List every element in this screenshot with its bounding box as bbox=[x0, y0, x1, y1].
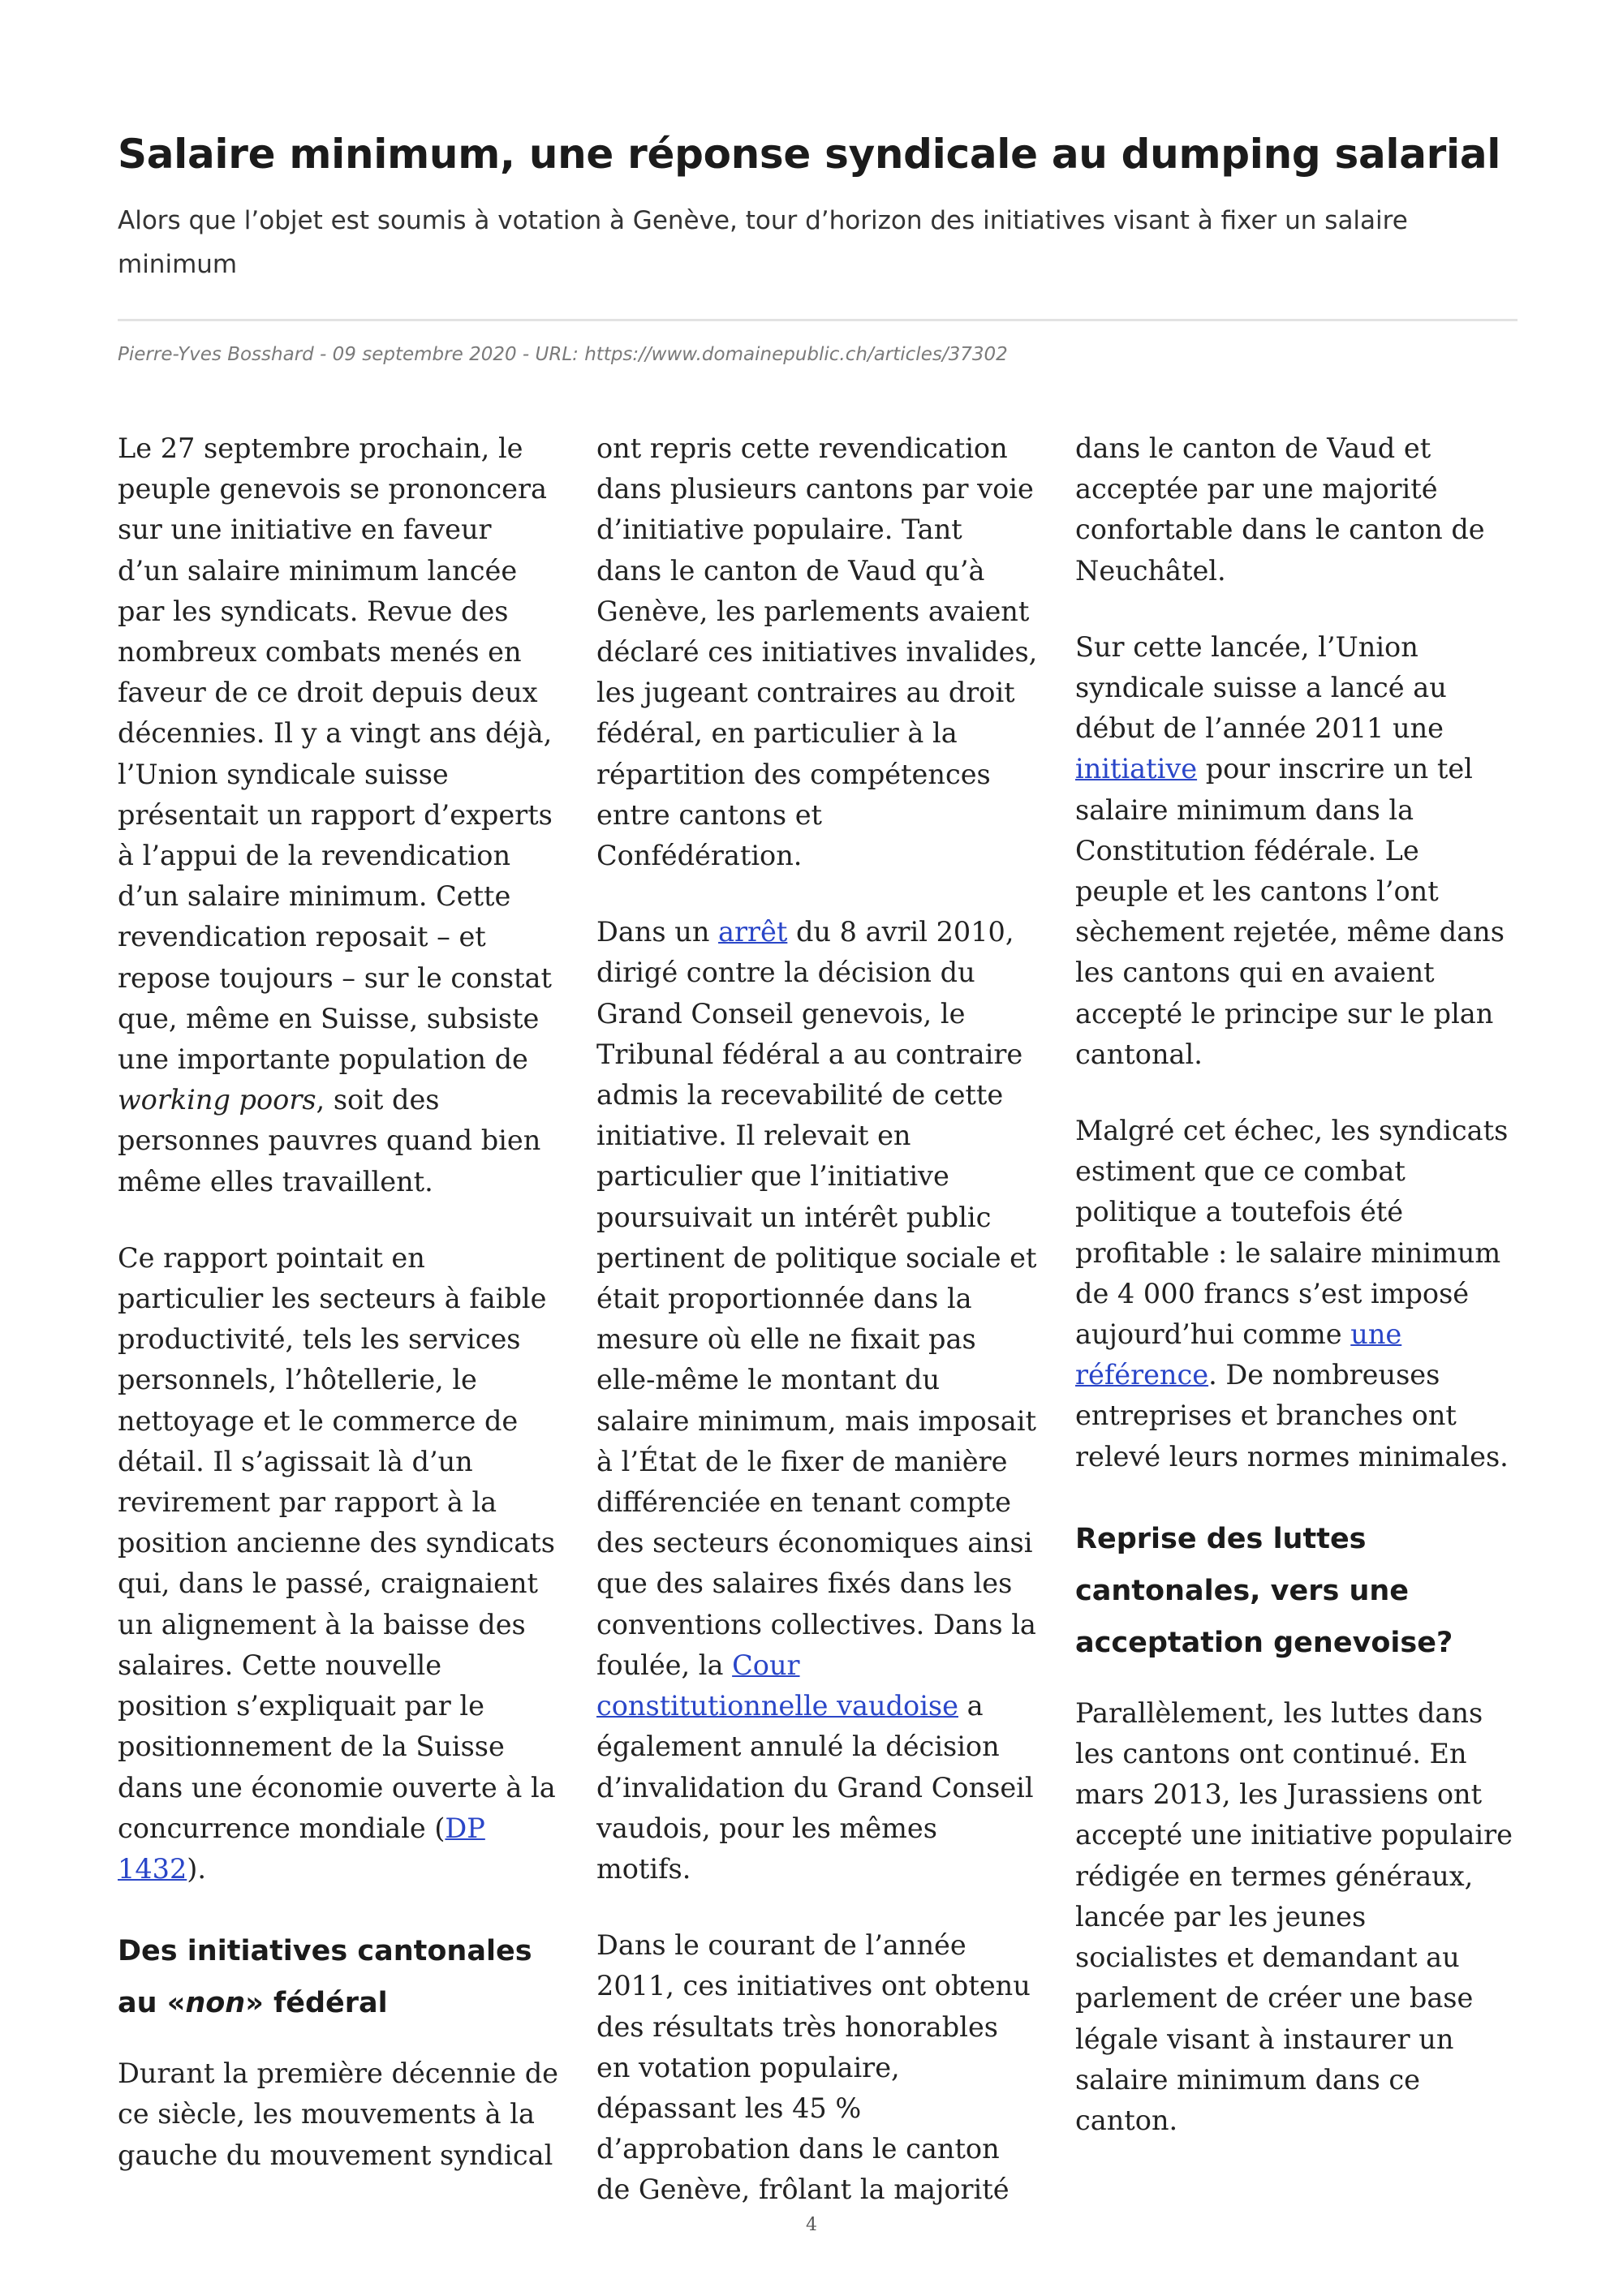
text-line: de 4 000 francs s’est imposé bbox=[1075, 1277, 1470, 1309]
inline-text: Dans un bbox=[596, 916, 719, 948]
text-line: d’un salaire minimum. Cette bbox=[118, 880, 511, 913]
text-line: détail. Il s’agissait là d’un bbox=[118, 1445, 473, 1477]
text-line: décennies. Il y a vingt ans déjà, bbox=[118, 717, 553, 750]
text-line: par les syndicats. Revue des bbox=[118, 595, 509, 627]
text-line: dans plusieurs cantons par voie bbox=[596, 473, 1034, 505]
text-line: parlement de créer une base bbox=[1075, 1982, 1474, 2014]
text-line bbox=[1075, 1314, 1526, 1355]
text-line: particulier les secteurs à faible bbox=[118, 1283, 547, 1315]
text-line: à l’appui de la revendication bbox=[118, 840, 511, 872]
text-line: Genève, les parlements avaient bbox=[596, 595, 1030, 627]
article-meta: Pierre-Yves Bosshard - 09 septembre 2020 - URL: https://www.domainepublic.ch/articles/37302 bbox=[118, 344, 1008, 365]
text-line: entre cantons et bbox=[596, 798, 822, 831]
text-line bbox=[118, 1849, 569, 1890]
inline-text: » fédéral bbox=[245, 1987, 388, 2020]
page-number: 4 bbox=[806, 2215, 817, 2235]
text-line: poursuivait un intérêt public bbox=[596, 1201, 992, 1233]
text-line: confortable dans le canton de bbox=[1075, 514, 1485, 546]
text-line: les cantons qui en avaient bbox=[1075, 957, 1435, 989]
text-line: rédigée en termes généraux, bbox=[1075, 1860, 1474, 1892]
text-line: personnes pauvres quand bien bbox=[118, 1124, 541, 1157]
paragraph bbox=[1075, 428, 1526, 591]
paragraph bbox=[118, 1238, 569, 1890]
text-line: répartition des compétences bbox=[596, 758, 991, 790]
paragraph bbox=[596, 1925, 1048, 2210]
text-line: revendication reposait – et bbox=[118, 921, 486, 953]
text-line: profitable : le salaire minimum bbox=[1075, 1236, 1501, 1269]
text-line: 2011, ces initiatives ont obtenu bbox=[596, 1970, 1031, 2002]
text-line: admis la recevabilité de cette bbox=[596, 1079, 1004, 1111]
text-line bbox=[1075, 1355, 1526, 1395]
inline-text: pour inscrire un tel bbox=[1197, 753, 1473, 785]
text-line: nettoyage et le commerce de bbox=[118, 1404, 519, 1437]
text-line: mesure où elle ne fixait pas bbox=[596, 1323, 976, 1356]
text-line: même elles travaillent. bbox=[118, 1165, 433, 1197]
paragraph bbox=[596, 912, 1048, 1890]
text-line: pertinent de politique sociale et bbox=[596, 1241, 1037, 1274]
text-line: les cantons ont continué. En bbox=[1075, 1738, 1467, 1770]
text-line: salaires. Cette nouvelle bbox=[118, 1649, 442, 1681]
text-line: accepté le principe sur le plan bbox=[1075, 997, 1494, 1030]
text-line: Grand Conseil genevois, le bbox=[596, 997, 966, 1030]
link-une-reference[interactable]: une bbox=[1350, 1318, 1402, 1351]
text-line bbox=[596, 1645, 1048, 1686]
text-line: productivité, tels les services bbox=[118, 1323, 521, 1356]
paragraph bbox=[118, 428, 569, 1202]
text-line: vaudois, pour les mêmes bbox=[596, 1812, 937, 1844]
inline-text: concurrence mondiale ( bbox=[118, 1812, 446, 1844]
inline-text: . De nombreuses bbox=[1208, 1359, 1440, 1391]
text-line: Dans le courant de l’année bbox=[596, 1929, 966, 1962]
text-column-3 bbox=[1075, 428, 1526, 2177]
text-line: Parallèlement, les luttes dans bbox=[1075, 1696, 1483, 1729]
text-line: en votation populaire, bbox=[596, 2051, 900, 2083]
text-line: qui, dans le passé, craignaient bbox=[118, 1567, 539, 1600]
inline-text: foulée, la bbox=[596, 1649, 733, 1681]
text-line: mars 2013, les Jurassiens ont bbox=[1075, 1778, 1483, 1811]
article-title: Salaire minimum, une réponse syndicale au dumping salarial bbox=[118, 131, 1501, 178]
text-line: Le 27 septembre prochain, le bbox=[118, 432, 523, 464]
text-line: salaire minimum dans la bbox=[1075, 793, 1414, 826]
text-line: dirigé contre la décision du bbox=[596, 957, 975, 989]
text-line: entreprises et branches ont bbox=[1075, 1400, 1457, 1432]
section-heading bbox=[118, 1925, 569, 2029]
text-line: ce siècle, les mouvements à la bbox=[118, 2098, 535, 2130]
paragraph bbox=[1075, 627, 1526, 1075]
text-line: que des salaires fixés dans les bbox=[596, 1567, 1013, 1600]
heading-line bbox=[118, 1977, 569, 2029]
text-line: salaire minimum, mais imposait bbox=[596, 1404, 1036, 1437]
text-line: politique a toutefois été bbox=[1075, 1196, 1404, 1228]
text-line: Ce rapport pointait en bbox=[118, 1241, 425, 1274]
italic-term: working poors bbox=[118, 1084, 316, 1116]
text-column-1 bbox=[118, 428, 569, 2212]
text-line: syndicale suisse a lancé au bbox=[1075, 672, 1447, 704]
text-line: d’approbation dans le canton bbox=[596, 2133, 1000, 2165]
text-line: déclaré ces initiatives invalides, bbox=[596, 636, 1038, 669]
text-line bbox=[596, 912, 1048, 952]
text-line: nombreux combats menés en bbox=[118, 636, 522, 669]
text-line: fédéral, en particulier à la bbox=[596, 717, 958, 750]
text-line: légale visant à instaurer un bbox=[1075, 2023, 1454, 2055]
text-line: peuple et les cantons l’ont bbox=[1075, 875, 1439, 908]
text-line: Tribunal fédéral a au contraire bbox=[596, 1038, 1023, 1070]
text-line: gauche du mouvement syndical bbox=[118, 2139, 553, 2171]
header-divider bbox=[118, 319, 1518, 321]
text-line: des secteurs économiques ainsi bbox=[596, 1527, 1033, 1559]
link-cour-constitutionnelle[interactable]: Cour bbox=[732, 1649, 800, 1681]
text-line: dans le canton de Vaud et bbox=[1075, 432, 1431, 464]
text-line bbox=[1075, 749, 1526, 789]
text-line: lancée par les jeunes bbox=[1075, 1900, 1367, 1933]
link-dp-1432[interactable]: DP bbox=[445, 1812, 485, 1844]
text-line: salaire minimum dans ce bbox=[1075, 2063, 1420, 2096]
text-line: sèchement rejetée, même dans bbox=[1075, 916, 1505, 948]
link-dp-1432[interactable]: 1432 bbox=[118, 1852, 187, 1885]
text-line: position ancienne des syndicats bbox=[118, 1527, 555, 1559]
heading-line: Des initiatives cantonales bbox=[118, 1935, 532, 1968]
text-line: dans une économie ouverte à la bbox=[118, 1771, 556, 1804]
section-heading bbox=[1075, 1513, 1526, 1669]
text-line: acceptée par une majorité bbox=[1075, 473, 1438, 505]
inline-text: ). bbox=[187, 1852, 206, 1885]
text-line: Sur cette lancée, l’Union bbox=[1075, 630, 1419, 663]
text-line: d’un salaire minimum lancée bbox=[118, 554, 518, 587]
text-line: position s’expliquait par le bbox=[118, 1690, 484, 1722]
text-line: personnels, l’hôtellerie, le bbox=[118, 1364, 477, 1396]
text-line: présentait un rapport d’experts bbox=[118, 798, 553, 831]
inline-text: a bbox=[958, 1690, 984, 1722]
text-column-2 bbox=[596, 428, 1048, 2247]
text-line: était proportionnée dans la bbox=[596, 1283, 972, 1315]
text-line: socialistes et demandant au bbox=[1075, 1941, 1460, 1974]
text-line: faveur de ce droit depuis deux bbox=[118, 677, 538, 709]
inline-text: , soit des bbox=[316, 1084, 440, 1116]
text-line: d’initiative populaire. Tant bbox=[596, 514, 962, 546]
text-line: repose toujours – sur le constat bbox=[118, 961, 552, 994]
text-line: des résultats très honorables bbox=[596, 2010, 998, 2043]
text-line: dans le canton de Vaud qu’à bbox=[596, 554, 985, 587]
link-cour-constitutionnelle[interactable]: constitutionnelle vaudoise bbox=[596, 1690, 958, 1722]
italic-term: non bbox=[185, 1987, 246, 2020]
text-line: Malgré cet échec, les syndicats bbox=[1075, 1115, 1509, 1147]
text-line: peuple genevois se prononcera bbox=[118, 473, 547, 505]
heading-line: Reprise des luttes bbox=[1075, 1522, 1367, 1555]
paragraph bbox=[118, 2053, 569, 2176]
link-arret[interactable]: arrêt bbox=[718, 916, 788, 948]
text-line: ont repris cette revendication bbox=[596, 432, 1008, 464]
text-line: positionnement de la Suisse bbox=[118, 1731, 505, 1763]
text-line bbox=[118, 1080, 569, 1120]
text-line: canton. bbox=[1075, 2104, 1178, 2136]
text-line: que, même en Suisse, subsiste bbox=[118, 1002, 540, 1034]
text-line: les jugeant contraires au droit bbox=[596, 677, 1015, 709]
text-line: Neuchâtel. bbox=[1075, 554, 1226, 587]
text-line bbox=[118, 1808, 569, 1849]
link-une-reference[interactable]: référence bbox=[1075, 1359, 1209, 1391]
text-line: début de l’année 2011 une bbox=[1075, 712, 1444, 745]
text-line: cantonal. bbox=[1075, 1038, 1203, 1070]
paragraph bbox=[1075, 1111, 1526, 1477]
text-line bbox=[596, 1686, 1048, 1726]
article-subtitle: Alors que l’objet est soumis à votation à Genève, tour d’horizon des initiatives visant à fixer un salaire minimum bbox=[118, 206, 1408, 279]
heading-line: acceptation genevoise? bbox=[1075, 1626, 1453, 1659]
paragraph bbox=[1075, 1693, 1526, 2141]
text-line: conventions collectives. Dans la bbox=[596, 1608, 1036, 1640]
text-line: elle-même le montant du bbox=[596, 1364, 941, 1396]
inline-text: au « bbox=[118, 1987, 186, 2020]
text-line: Constitution fédérale. Le bbox=[1075, 834, 1419, 866]
text-line: particulier que l’initiative bbox=[596, 1160, 949, 1193]
heading-line: cantonales, vers une bbox=[1075, 1574, 1410, 1607]
text-line: sur une initiative en faveur bbox=[118, 514, 492, 546]
text-line: accepté une initiative populaire bbox=[1075, 1819, 1513, 1851]
text-line: de Genève, frôlant la majorité bbox=[596, 2173, 1010, 2206]
text-line: d’invalidation du Grand Conseil bbox=[596, 1771, 1034, 1804]
paragraph bbox=[596, 428, 1048, 876]
text-line: différenciée en tenant compte bbox=[596, 1486, 1011, 1519]
text-line: estiment que ce combat bbox=[1075, 1155, 1406, 1188]
inline-text: aujourd’hui comme bbox=[1075, 1318, 1351, 1351]
text-line: une importante population de bbox=[118, 1043, 528, 1076]
link-initiative[interactable]: initiative bbox=[1075, 753, 1198, 785]
text-line: motifs. bbox=[596, 1852, 691, 1885]
text-line: Durant la première décennie de bbox=[118, 2057, 558, 2090]
text-line: également annulé la décision bbox=[596, 1731, 1000, 1763]
inline-text: du 8 avril 2010, bbox=[787, 916, 1014, 948]
text-line: revirement par rapport à la bbox=[118, 1486, 497, 1519]
text-line: l’Union syndicale suisse bbox=[118, 758, 449, 790]
text-line: Confédération. bbox=[596, 840, 803, 872]
text-line: dépassant les 45 % bbox=[596, 2092, 862, 2124]
text-line: à l’État de le fixer de manière bbox=[596, 1445, 1008, 1477]
text-line: relevé leurs normes minimales. bbox=[1075, 1440, 1509, 1473]
text-line: un alignement à la baisse des bbox=[118, 1608, 526, 1640]
text-line: initiative. Il relevait en bbox=[596, 1120, 911, 1152]
